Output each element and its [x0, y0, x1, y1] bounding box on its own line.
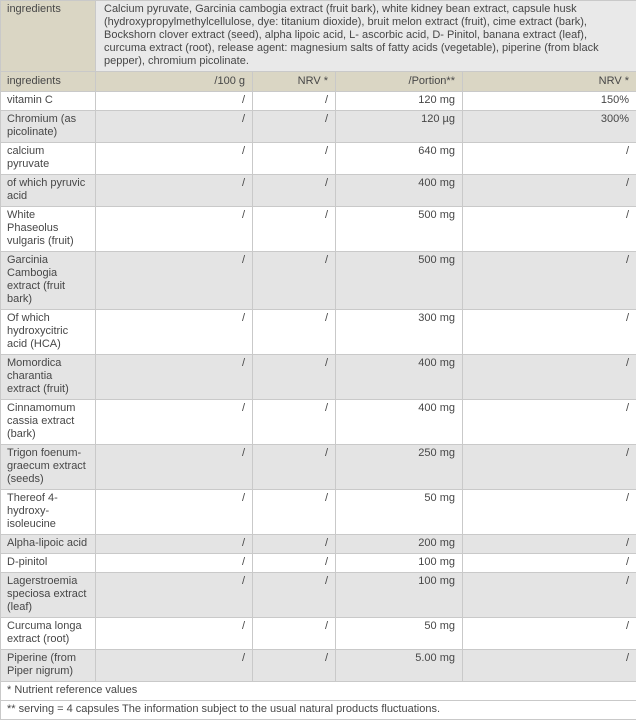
- table-row: [1, 445, 636, 490]
- nrv-100g-cell: /: [253, 618, 336, 650]
- per-portion-cell: 50 mg: [336, 490, 463, 535]
- ingredient-name-cell: Piperine (from Piper nigrum): [1, 650, 96, 682]
- per-portion-cell: 100 mg: [336, 554, 463, 573]
- ingredient-name-cell: Alpha-lipoic acid: [1, 535, 96, 554]
- ingredient-name-cell: White Phaseolus vulgaris (fruit): [1, 207, 96, 252]
- per-portion-cell: 400 mg: [336, 175, 463, 207]
- table-row: [1, 554, 636, 573]
- nrv-100g-cell: /: [253, 400, 336, 445]
- header-nrv-portion: NRV *: [463, 72, 636, 92]
- nrv-portion-cell: /: [463, 355, 636, 400]
- per-portion-cell: 300 mg: [336, 310, 463, 355]
- table-row: [1, 252, 636, 310]
- per-100g-cell: /: [96, 445, 253, 490]
- nrv-portion-cell: /: [463, 400, 636, 445]
- nrv-100g-cell: /: [253, 175, 336, 207]
- nrv-portion-cell: /: [463, 535, 636, 554]
- nrv-portion-cell: /: [463, 573, 636, 618]
- table-row: [1, 535, 636, 554]
- footnote-row: [1, 701, 636, 720]
- per-portion-cell: 5.00 mg: [336, 650, 463, 682]
- ingredient-name-cell: Momordica charantia extract (fruit): [1, 355, 96, 400]
- per-portion-cell: 250 mg: [336, 445, 463, 490]
- nrv-portion-cell: /: [463, 554, 636, 573]
- per-100g-cell: /: [96, 400, 253, 445]
- ingredient-name-cell: Trigon foenum-graecum extract (seeds): [1, 445, 96, 490]
- ingredient-name-cell: Garcinia Cambogia extract (fruit bark): [1, 252, 96, 310]
- footnote-serving: ** serving = 4 capsules The information subject to the usual natural products fluctuations.: [1, 701, 636, 720]
- ingredient-name-cell: Lagerstroemia speciosa extract (leaf): [1, 573, 96, 618]
- per-portion-cell: 400 mg: [336, 355, 463, 400]
- per-100g-cell: /: [96, 573, 253, 618]
- nrv-portion-cell: /: [463, 310, 636, 355]
- column-header-row: [1, 72, 636, 92]
- table-row: [1, 573, 636, 618]
- footnote-row: [1, 682, 636, 701]
- table-row: [1, 650, 636, 682]
- per-100g-cell: /: [96, 535, 253, 554]
- per-100g-cell: /: [96, 554, 253, 573]
- nrv-100g-cell: /: [253, 207, 336, 252]
- per-100g-cell: /: [96, 252, 253, 310]
- per-100g-cell: /: [96, 175, 253, 207]
- per-100g-cell: /: [96, 143, 253, 175]
- nrv-portion-cell: /: [463, 175, 636, 207]
- ingredient-name-cell: Chromium (as picolinate): [1, 111, 96, 143]
- nrv-100g-cell: /: [253, 111, 336, 143]
- table-row: [1, 111, 636, 143]
- nrv-portion-cell: /: [463, 445, 636, 490]
- nrv-100g-cell: /: [253, 355, 336, 400]
- table-row: [1, 92, 636, 111]
- nrv-portion-cell: /: [463, 143, 636, 175]
- nrv-100g-cell: /: [253, 252, 336, 310]
- per-100g-cell: /: [96, 207, 253, 252]
- per-100g-cell: /: [96, 490, 253, 535]
- nrv-portion-cell: /: [463, 252, 636, 310]
- table-row: [1, 310, 636, 355]
- per-100g-cell: /: [96, 111, 253, 143]
- ingredient-name-cell: vitamin C: [1, 92, 96, 111]
- table-row: [1, 143, 636, 175]
- per-portion-cell: 500 mg: [336, 252, 463, 310]
- intro-label: ingredients: [1, 1, 96, 72]
- per-portion-cell: 50 mg: [336, 618, 463, 650]
- per-100g-cell: /: [96, 355, 253, 400]
- nrv-portion-cell: /: [463, 618, 636, 650]
- header-per-portion: /Portion**: [336, 72, 463, 92]
- table-row: [1, 207, 636, 252]
- header-per-100g: /100 g: [96, 72, 253, 92]
- header-nrv-100g: NRV *: [253, 72, 336, 92]
- nrv-100g-cell: /: [253, 310, 336, 355]
- nrv-portion-cell: 300%: [463, 111, 636, 143]
- table-row: [1, 355, 636, 400]
- nrv-portion-cell: 150%: [463, 92, 636, 111]
- intro-ingredients-text: Calcium pyruvate, Garcinia cambogia extract (fruit bark), white kidney bean extract, capsule husk (hydroxypropylmethylcellulose, dye: titanium dioxide), bruit melon extract (fruit), cime extract (bark), Bockshorn clover extract (seed), alpha lipoic acid, L- ascorbic acid, D- Pinitol, banana extract (leaf), curcuma extract (root), release agent: magnesium salts of fatty acids (vegetable), piperine (from black pepper), chromium picolinate.: [96, 1, 636, 72]
- footnote-nrv: * Nutrient reference values: [1, 682, 636, 701]
- per-portion-cell: 100 mg: [336, 573, 463, 618]
- nrv-portion-cell: /: [463, 650, 636, 682]
- per-portion-cell: 500 mg: [336, 207, 463, 252]
- nrv-100g-cell: /: [253, 143, 336, 175]
- nrv-100g-cell: /: [253, 445, 336, 490]
- nrv-100g-cell: /: [253, 650, 336, 682]
- nrv-portion-cell: /: [463, 207, 636, 252]
- per-100g-cell: /: [96, 650, 253, 682]
- per-100g-cell: /: [96, 92, 253, 111]
- per-portion-cell: 640 mg: [336, 143, 463, 175]
- per-portion-cell: 200 mg: [336, 535, 463, 554]
- intro-row: [1, 1, 636, 72]
- nrv-100g-cell: /: [253, 554, 336, 573]
- nrv-100g-cell: /: [253, 573, 336, 618]
- nrv-100g-cell: /: [253, 490, 336, 535]
- table-row: [1, 175, 636, 207]
- nrv-portion-cell: /: [463, 490, 636, 535]
- nrv-100g-cell: /: [253, 92, 336, 111]
- table-row: [1, 490, 636, 535]
- header-ingredients: ingredients: [1, 72, 96, 92]
- table-row: [1, 400, 636, 445]
- per-portion-cell: 120 mg: [336, 92, 463, 111]
- per-100g-cell: /: [96, 618, 253, 650]
- per-100g-cell: /: [96, 310, 253, 355]
- ingredient-name-cell: Thereof 4-hydroxy-isoleucine: [1, 490, 96, 535]
- per-portion-cell: 120 µg: [336, 111, 463, 143]
- ingredient-name-cell: of which pyruvic acid: [1, 175, 96, 207]
- ingredient-name-cell: Of which hydroxycitric acid (HCA): [1, 310, 96, 355]
- ingredient-name-cell: calcium pyruvate: [1, 143, 96, 175]
- nrv-100g-cell: /: [253, 535, 336, 554]
- ingredient-name-cell: Curcuma longa extract (root): [1, 618, 96, 650]
- per-portion-cell: 400 mg: [336, 400, 463, 445]
- ingredient-name-cell: Cinnamomum cassia extract (bark): [1, 400, 96, 445]
- ingredient-name-cell: D-pinitol: [1, 554, 96, 573]
- ingredients-table-body: [1, 92, 636, 682]
- table-row: [1, 618, 636, 650]
